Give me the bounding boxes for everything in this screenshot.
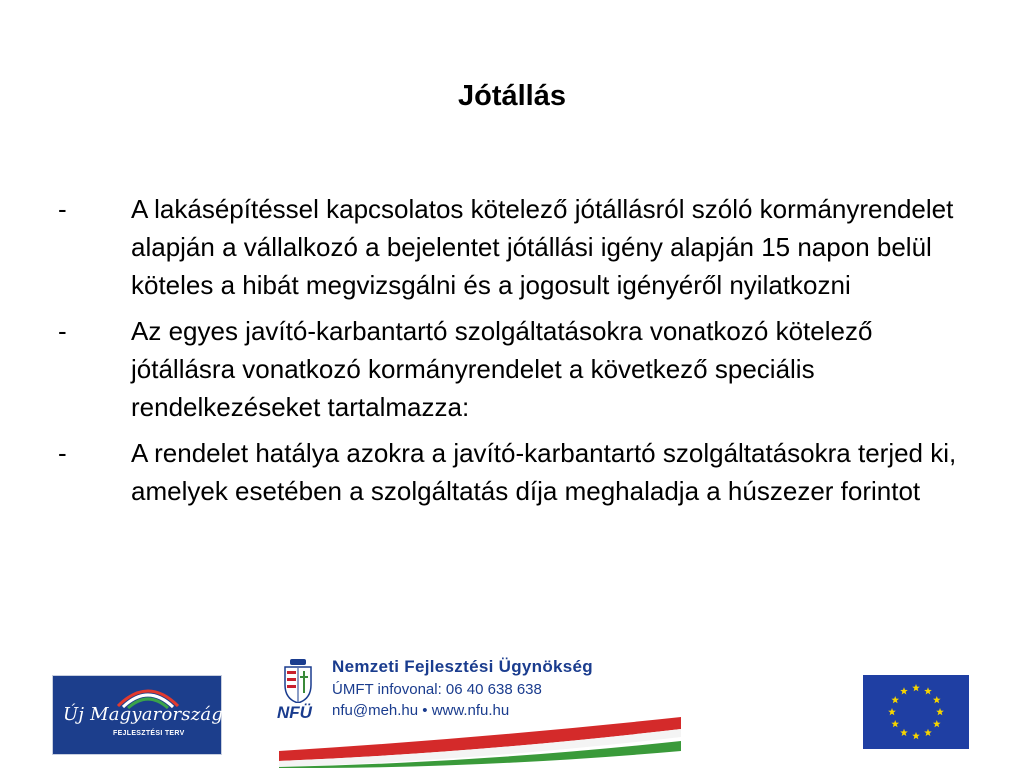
bullet-item [56,190,976,304]
nfu-name: Nemzeti Fejlesztési Ügynökség [332,657,593,676]
nfu-logo [275,655,695,768]
uj-magyarorszag-logo [52,675,222,755]
bullet-text: A lakásépítéssel kapcsolatos kötelező jótállásról szóló kormányrendelet alapján a vállalkozó a bejelentet jótállási igény alapján 15 napon belül köteles a hibát megvizsgálni és a jogosult igényéről nyilatkozni [131,194,954,300]
eu-star-icon [924,687,932,694]
eu-star-icon [900,687,908,694]
eu-star-icon [933,696,941,703]
footer-logos [0,655,1024,768]
nfu-abbreviation: NFÜ [277,703,312,722]
bullet-marker: - [58,316,67,346]
bullet-marker: - [58,438,67,468]
eu-stars-icon [863,675,969,749]
eu-star-icon [891,720,899,727]
eu-star-icon [888,708,896,715]
eu-star-icon [924,729,932,736]
tricolor-swoosh-icon [275,709,685,768]
bullet-marker: - [58,194,67,224]
eu-flag [863,675,969,749]
nfu-contact: nfu@meh.hu • www.nfu.hu [332,702,510,719]
bullet-list [56,190,976,518]
hungarian-crest-icon [281,659,315,703]
eu-star-icon [936,708,944,715]
slide-title: Jótállás [458,80,566,112]
bullet-text: A rendelet hatálya azokra a javító-karbantartó szolgáltatásokra terjed ki, amelyek esetében a szolgáltatás díja meghaladja a húszezer forintot [131,438,957,506]
bullet-item [56,312,976,426]
bullet-item [56,434,976,510]
uj-magyarorszag-script: Új Magyarország [63,704,224,725]
eu-star-icon [891,696,899,703]
uj-magyarorszag-subtitle: FEJLESZTÉSI TERV [113,730,185,737]
eu-star-icon [933,720,941,727]
bullet-text: Az egyes javító-karbantartó szolgáltatásokra vonatkozó kötelező jótállásra vonatkozó kormányrendelet a következő speciális rendelkezéseket tartalmazza: [131,316,873,422]
nfu-infovonal: ÚMFT infovonal: 06 40 638 638 [332,681,542,698]
eu-star-icon [900,729,908,736]
eu-star-icon [912,732,920,739]
eu-star-icon [912,684,920,691]
